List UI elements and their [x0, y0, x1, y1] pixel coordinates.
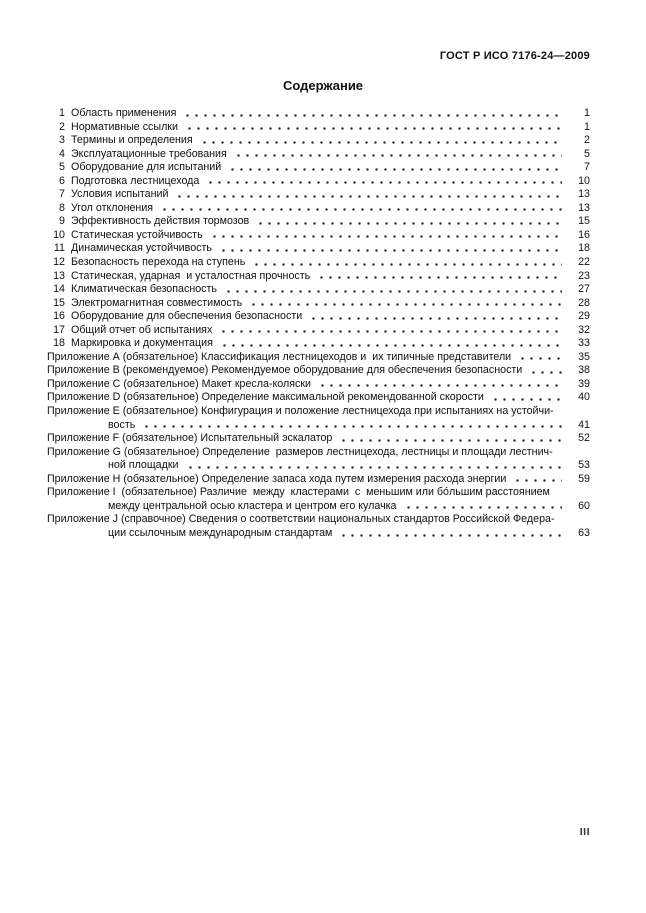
dot-leader — [404, 500, 562, 514]
toc-row — [47, 310, 590, 324]
toc-row — [47, 148, 590, 162]
toc-entry-number: 15 — [53, 296, 65, 309]
toc-row — [47, 378, 590, 392]
dot-leader — [183, 107, 562, 121]
toc-entry-page: 40 — [578, 391, 590, 404]
toc-entry-page: 13 — [578, 188, 590, 201]
toc-row — [47, 351, 590, 365]
dot-leader — [200, 134, 562, 148]
toc-row — [47, 432, 590, 446]
dot-leader — [513, 473, 562, 487]
toc-entry-number: 10 — [53, 228, 65, 241]
toc-entry-title: Приложение D (обязательное) Определение максимальной рекомендованной скорости — [47, 391, 484, 404]
toc-entry-title: Эффективность действия тормозов — [71, 215, 250, 228]
toc-row — [47, 107, 590, 121]
toc-entry-title: Приложение G (обязательное) Определение размеров лестницехода, лестницы и площади лестнич- — [47, 445, 553, 458]
toc-row — [47, 283, 590, 297]
toc-entry-title: ции ссылочным международным стандартам — [108, 526, 333, 539]
toc-row — [47, 242, 590, 256]
toc-row — [47, 270, 590, 284]
toc-entry-title: Электромагнитная совместимость — [71, 296, 243, 309]
dot-leader — [185, 121, 562, 135]
dot-leader — [234, 148, 562, 162]
toc-entry-number: 17 — [53, 323, 65, 336]
toc-entry-number: 7 — [59, 188, 65, 201]
toc-entry-title: Приложение Е (обязательное) Конфигурация и положение лестницехода при испытаниях на устойчи- — [47, 405, 554, 418]
toc-row — [47, 297, 590, 311]
toc-entry-number: 18 — [53, 337, 65, 350]
toc-entry-title: Климатическая безопасность — [71, 283, 217, 296]
dot-leader — [339, 527, 562, 541]
toc-entry-title: Общий отчет об испытаниях — [71, 323, 213, 336]
toc-entry-title: Эксплуатационные требования — [71, 147, 227, 160]
dot-leader — [529, 364, 562, 378]
toc-entry-page: 35 — [578, 350, 590, 363]
toc-entry-title: Область применения — [71, 107, 177, 119]
toc-entry-title: Оборудование для обеспечения безопасности — [71, 310, 303, 323]
dot-leader — [256, 215, 562, 229]
toc-entry-number: 5 — [59, 161, 65, 174]
toc-entry-number: 1 — [59, 107, 65, 119]
toc-entry-title: Термины и определения — [71, 134, 193, 147]
toc-row — [47, 256, 590, 270]
toc-entry-number: 12 — [53, 256, 65, 269]
toc-entry-number: 13 — [53, 269, 65, 282]
toc-entry-title: Динамическая устойчивость — [71, 242, 212, 255]
dot-leader — [518, 351, 562, 365]
toc-entry-number: 2 — [59, 120, 65, 133]
toc-row — [47, 391, 590, 405]
dot-leader — [210, 229, 562, 243]
dot-leader — [317, 270, 562, 284]
dot-leader — [252, 256, 562, 270]
dot-leader — [228, 161, 562, 175]
toc-row — [47, 161, 590, 175]
dot-leader — [206, 175, 562, 189]
toc-entry-title: Приложение F (обязательное) Испытательный эскалатор — [47, 432, 333, 445]
toc-entry-page: 41 — [578, 418, 590, 431]
toc-entry-page: 13 — [578, 201, 590, 214]
toc-row — [47, 513, 590, 527]
toc-row — [47, 229, 590, 243]
toc-entry-page: 38 — [578, 364, 590, 377]
toc-entry-page: 33 — [578, 337, 590, 350]
dot-leader — [224, 283, 562, 297]
toc-entry-page: 7 — [584, 161, 590, 174]
toc-entry-number: 4 — [59, 147, 65, 160]
toc-row — [47, 364, 590, 378]
toc-row — [47, 446, 590, 460]
toc-entry-title: вость — [108, 418, 136, 431]
toc-entry-page: 1 — [584, 120, 590, 133]
toc-entry-number: 11 — [53, 242, 65, 255]
toc-row — [47, 202, 590, 216]
dot-leader — [175, 188, 562, 202]
toc-row — [47, 121, 590, 135]
dot-leader — [186, 459, 563, 473]
toc-entry-title: Условия испытаний — [71, 188, 169, 201]
toc-entry-title: ной площадки — [108, 459, 179, 472]
toc-entry-number: 6 — [59, 174, 65, 187]
toc-entry-number: 8 — [59, 201, 65, 214]
toc — [47, 107, 590, 541]
toc-entry-number: 14 — [53, 283, 65, 296]
toc-row — [47, 134, 590, 148]
standard-number-header: ГОСТ Р ИСО 7176-24—2009 — [439, 50, 590, 62]
toc-row — [47, 459, 590, 473]
toc-entry-page: 16 — [578, 228, 590, 241]
toc-entry-title: Статическая устойчивость — [71, 228, 203, 241]
toc-entry-page: 10 — [578, 174, 590, 187]
toc-entry-number: 3 — [59, 134, 65, 147]
toc-entry-page: 18 — [578, 242, 590, 255]
toc-entry-title: Маркировка и документация — [71, 337, 213, 350]
toc-entry-page: 28 — [578, 296, 590, 309]
page-title: Содержание — [282, 78, 364, 93]
toc-entry-page: 23 — [578, 269, 590, 282]
toc-row — [47, 500, 590, 514]
toc-row — [47, 486, 590, 500]
dot-leader — [142, 419, 562, 433]
toc-entry-page: 53 — [578, 459, 590, 472]
toc-entry-page: 1 — [584, 107, 590, 119]
toc-entry-title: Приложение В (рекомендуемое) Рекомендуемое оборудование для обеспечения безопасности — [47, 364, 523, 377]
toc-row — [47, 324, 590, 338]
dot-leader — [160, 202, 562, 216]
toc-entry-title: Безопасность перехода на ступень — [71, 256, 246, 269]
dot-leader — [318, 378, 562, 392]
toc-entry-title: Угол отклонения — [71, 201, 154, 214]
toc-entry-page: 63 — [578, 526, 590, 539]
toc-entry-page: 2 — [584, 134, 590, 147]
toc-entry-page: 52 — [578, 432, 590, 445]
toc-entry-title: Оборудование для испытаний — [71, 161, 222, 174]
dot-leader — [220, 337, 562, 351]
toc-entry-page: 59 — [578, 472, 590, 485]
toc-entry-page: 29 — [578, 310, 590, 323]
toc-row — [47, 337, 590, 351]
toc-row — [47, 215, 590, 229]
toc-entry-page: 15 — [578, 215, 590, 228]
toc-entry-title: Приложение Н (обязательное) Определение запаса хода путем измерения расхода энергии — [47, 472, 507, 485]
toc-entry-page: 32 — [578, 323, 590, 336]
toc-entry-page: 5 — [584, 147, 590, 160]
toc-entry-page: 22 — [578, 256, 590, 269]
dot-leader — [309, 310, 562, 324]
toc-row — [47, 175, 590, 189]
toc-entry-title: Приложение А (обязательное) Классификация лестницеходов и их типичные представители — [47, 350, 512, 363]
toc-row — [47, 405, 590, 419]
toc-entry-number: 9 — [59, 215, 65, 228]
toc-entry-number: 16 — [53, 310, 65, 323]
toc-entry-title: Статическая, ударная и усталостная прочность — [71, 269, 311, 282]
toc-entry-title: Приложение J (справочное) Сведения о соответствии национальных стандартов Российской Федера- — [47, 513, 555, 526]
toc-entry-title: Подготовка лестницехода — [71, 174, 200, 187]
toc-entry-title: Приложение С (обязательное) Макет кресла-коляски — [47, 377, 311, 390]
footer-page-number: III — [579, 826, 590, 838]
dot-leader — [339, 432, 562, 446]
toc-entry-page: 27 — [578, 283, 590, 296]
dot-leader — [491, 391, 562, 405]
toc-entry-title: между центральной осью кластера и центром его кулачка — [108, 499, 397, 512]
toc-row — [47, 527, 590, 541]
dot-leader — [249, 297, 562, 311]
toc-entry-page: 39 — [578, 377, 590, 390]
toc-entry-title: Приложение I (обязательное) Различие между кластерами с меньшим или бо́льшим расстоянием — [47, 486, 550, 499]
toc-entry-page: 60 — [578, 499, 590, 512]
dot-leader — [219, 242, 562, 256]
toc-row — [47, 473, 590, 487]
dot-leader — [219, 324, 562, 338]
toc-entry-title: Нормативные ссылки — [71, 120, 178, 133]
toc-row — [47, 188, 590, 202]
toc-row — [47, 419, 590, 433]
